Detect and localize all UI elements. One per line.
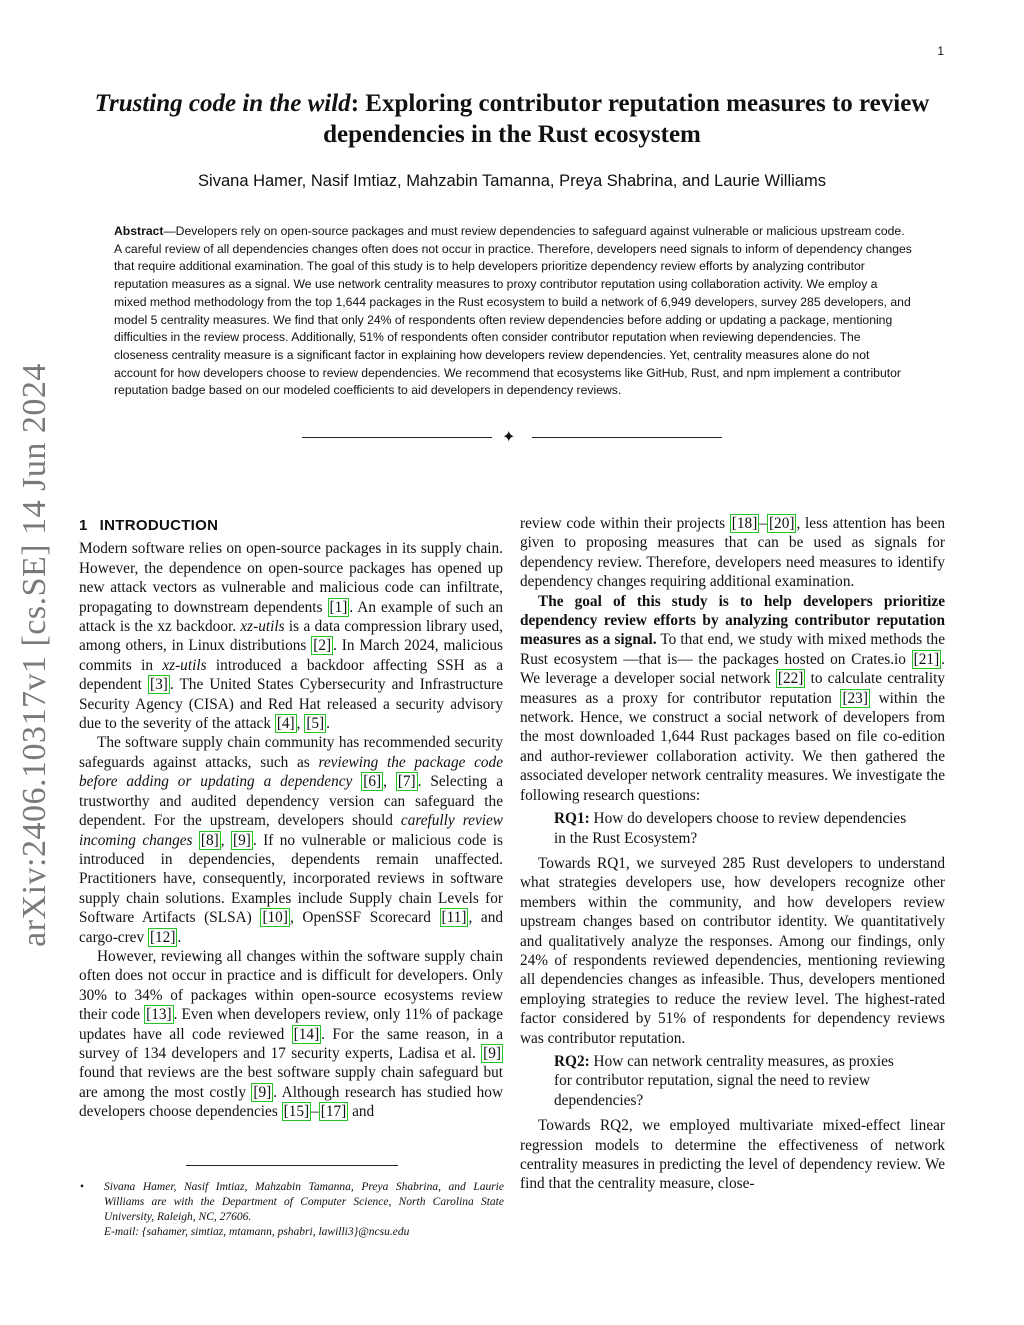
footnote-email: E-mail: {sahamer, simtiaz, mtamann, pshabri, lawilli3}@ncsu.edu [104, 1226, 410, 1238]
text-run: – [759, 515, 767, 532]
paper-title [60, 88, 964, 150]
goal-paragraph [520, 592, 945, 805]
text-run: . If no vulnerable or malicious code is introduced in dependencies, dependents remain unaffected. Practitioners have, consequently, incorporated reviews in software supply chain solutions. Examples include Supply chain Levels for Software Artifacts (SLSA) [79, 831, 503, 927]
text-run: The software supply chain community has recommended security safeguards against attacks, such as [79, 734, 503, 771]
emphasis: xz-utils [240, 618, 285, 636]
right-column [520, 514, 945, 1194]
emphasis: carefully review incoming changes [79, 812, 503, 849]
citation-link[interactable]: [18] [731, 515, 758, 532]
text-run: within the network. Hence, we construct a social network of developers from the most downloaded 1,644 Rust packages based on file co-edition and author-reviewer collaboration activity. We then gathered the associated developer network centrality measures. We investigate the following research questions: [520, 689, 945, 804]
text-run: found that reviews are the best software supply chain safeguard but are among the most costly [79, 1064, 503, 1101]
citation-link[interactable]: [22] [777, 670, 804, 688]
abstract-text: —Developers rely on open-source packages and must review dependencies to safeguard against vulnerable or malicious upstream code. A careful review of all dependencies changes often does not occur in practice. Therefore, developers need signals to inform of dependency changes that require additional examination. The goal of this study is to help developers prioritize dependency review efforts by analyzing contributor reputation measures as a signal. We use network centrality measures to proxy contributor reputation using collaboration activity. We employ a mixed method methodology from the top 1,644 packages in the Rust ecosystem to build a network of 6,949 developers, survey 285 developers, and model 5 centrality measures. We find that only 24% of respondents often review dependencies before adding or updating a package, mentioning difficulties in the review process. Additionally, 51% of respondents often consider contributor reputation when reviewing dependencies. The closeness centrality measure is a significant factor in explaining how developers review dependencies. Yet, centrality measures alone do not account for how developers choose to review dependencies. We recommend that ecosystems like GitHub, Rust, and npm implement a contributor reputation badge based on our modeled coefficients to aid developers in dependency reviews. [114, 224, 912, 398]
arxiv-identifier-stamp [12, 360, 58, 950]
intro-paragraph-3 [79, 947, 503, 1122]
text-run: . We leverage a developer social network [520, 650, 945, 688]
section-heading-introduction [79, 516, 503, 535]
citation-link[interactable]: [9] [233, 831, 251, 849]
citation-link[interactable]: [2] [313, 637, 332, 655]
text-run: . The United States Cybersecurity and Infrastructure Security Agency (CISA) and Red Hat released a security advisory due to the severity of the attack [79, 676, 504, 733]
section-number: 1 [79, 517, 88, 534]
citation-link[interactable]: [13] [146, 1006, 172, 1024]
footnote-affiliation: Sivana Hamer, Nasif Imtiaz, Mahzabin Tamanna, Preya Shabrina, and Laurie Williams are with the Department of Computer Science, North Carolina State University, Raleigh, NC, 27606. [104, 1181, 504, 1223]
text-run: , [220, 831, 232, 849]
text-run: . Selecting a trustworthy and audited dependency version can safeguard the dependent. For the upstream, developers should [79, 773, 503, 830]
citation-link[interactable]: [11] [441, 909, 467, 927]
citation-link[interactable]: [5] [306, 715, 325, 733]
rq2-label: RQ2: [554, 1052, 590, 1070]
rq2-answer-paragraph: Towards RQ2, we employed multivariate mixed-effect linear regression models to determine the effectiveness of network centrality measures in predicting the level of dependency review. We find that the centrality measure, close- [520, 1117, 945, 1193]
rq1-answer-paragraph: Towards RQ1, we surveyed 285 Rust developers to understand what strategies developers use, how developers recognize other members within the community, and how developers review upstream changes based on contributor identity. We quantitatively and qualitatively analyze the responses. Among our findings, only 24% of respondents reviewed dependencies, mentioning reviewing all dependencies changes as infeasible. Thus, developers mentioned employing strategies to reduce the review level. The highest-rated factor considered by 51% of respondents for dependency reviews was contributor reputation. [520, 854, 945, 1047]
text-run: , [296, 715, 305, 733]
text-run: To that end, we study with mixed methods the Rust ecosystem —that is— the packages hosted on Crates.io [520, 631, 945, 668]
text-run: introduced a backdoor affecting SSH as a dependent [79, 656, 503, 694]
footnote-text [104, 1180, 504, 1240]
section-divider [302, 428, 722, 446]
text-run: , and cargo-crev [79, 909, 503, 946]
citation-link[interactable]: [7] [397, 773, 416, 791]
research-question-2 [554, 1052, 915, 1110]
section-title: INTRODUCTION [99, 517, 219, 534]
author-affiliation-footnote [80, 1180, 504, 1240]
left-column [79, 514, 503, 1122]
title-line2: dependencies in the Rust ecosystem [323, 121, 701, 148]
citation-link[interactable]: [12] [149, 928, 176, 946]
citation-link[interactable]: [15] [283, 1103, 310, 1121]
text-run: However, reviewing all changes within the software supply chain often does not occur in practice and is difficult for developers. Only 30% to 34% of packages within open-source ecosystems review their code [79, 947, 503, 1024]
abstract-label: Abstract [114, 224, 164, 238]
citation-link[interactable]: [3] [149, 676, 168, 694]
rq1-label: RQ1: [554, 810, 590, 828]
page-number: 1 [937, 44, 944, 58]
citation-link[interactable]: [20] [768, 515, 795, 532]
title-rest-line1: : Exploring contributor reputation measures to review [350, 90, 930, 117]
text-run: . In March 2024, malicious commits in [79, 637, 503, 674]
text-run: . Even when developers review, only 11% of package updates have all code reviewed [79, 1006, 503, 1043]
divider-star-icon: ✦ [502, 427, 516, 446]
emphasis: reviewing the package code before adding or updating a dependency [79, 753, 503, 791]
abstract [114, 223, 912, 400]
citation-link[interactable]: [10] [262, 909, 288, 927]
rq1-text: How do developers choose to review dependencies in the Rust Ecosystem? [554, 810, 907, 847]
text-run: . Although research has studied how developers choose dependencies [79, 1083, 504, 1121]
intro-paragraph-1 [79, 539, 503, 733]
divider-line-right [532, 437, 722, 438]
citation-link[interactable]: [6] [363, 773, 382, 791]
citation-link[interactable]: [9] [253, 1083, 272, 1101]
citation-link[interactable]: [23] [842, 689, 868, 707]
text-run: , OpenSSF Scorecard [289, 909, 440, 927]
text-run: . [177, 928, 182, 946]
emphasis: xz-utils [162, 656, 207, 674]
author-list: Sivana Hamer, Nasif Imtiaz, Mahzabin Tamanna, Preya Shabrina, and Laurie Williams [198, 172, 826, 190]
text-run: and [348, 1103, 375, 1121]
footnote-bullet: • [80, 1181, 85, 1193]
title-italic-part: Trusting code in the wild [94, 90, 351, 117]
divider-line-left [302, 437, 492, 438]
text-run: – [311, 1103, 319, 1121]
text-run: . [326, 715, 330, 733]
research-question-1 [554, 809, 915, 848]
text-run: Modern software relies on open-source packages in its supply chain. However, the dependence on open-source packages has opened up new attack vectors as vulnerable and malicious code can infiltrate, propagating to downstream dependents [79, 540, 503, 616]
arxiv-id-text: arXiv:2406.10317v1 [cs.SE] 14 Jun 2024 [16, 363, 53, 947]
citation-link[interactable]: [17] [320, 1103, 347, 1121]
citation-link[interactable]: [14] [293, 1025, 320, 1043]
right-paragraph-1 [520, 514, 945, 592]
goal-statement: The goal of this study is to help developers prioritize dependency review efforts by analyzing contributor reputation measures as a signal. [520, 592, 945, 649]
text-run: is a data compression library used, among others, in Linux distributions [79, 618, 503, 655]
text-run: . An example of such an attack is the xz backdoor. [79, 598, 503, 636]
intro-paragraph-2 [79, 733, 503, 946]
rq2-text: How can network centrality measures, as proxies for contributor reputation, signal the need to review dependencies? [554, 1052, 894, 1109]
citation-link[interactable]: [8] [200, 831, 219, 849]
text-run: review code within their projects [520, 515, 730, 532]
footnote-rule [186, 1165, 398, 1166]
citation-link[interactable]: [4] [276, 715, 295, 733]
text-run: , [383, 773, 396, 791]
text-run: to calculate centrality measures as a proxy for contributor reputation [520, 670, 945, 707]
text-run: . For the same reason, in a survey of 134 developers and 17 security experts, Ladisa et al. [79, 1025, 504, 1062]
text-run: , less attention has been given to proposing measures that can be used as signals for dependency review. Therefore, developers need measures to identify dependency changes requiring additional examination. [520, 515, 946, 591]
citation-link[interactable]: [1] [329, 598, 348, 616]
citation-link[interactable]: [9] [483, 1044, 501, 1062]
citation-link[interactable]: [21] [913, 650, 940, 668]
